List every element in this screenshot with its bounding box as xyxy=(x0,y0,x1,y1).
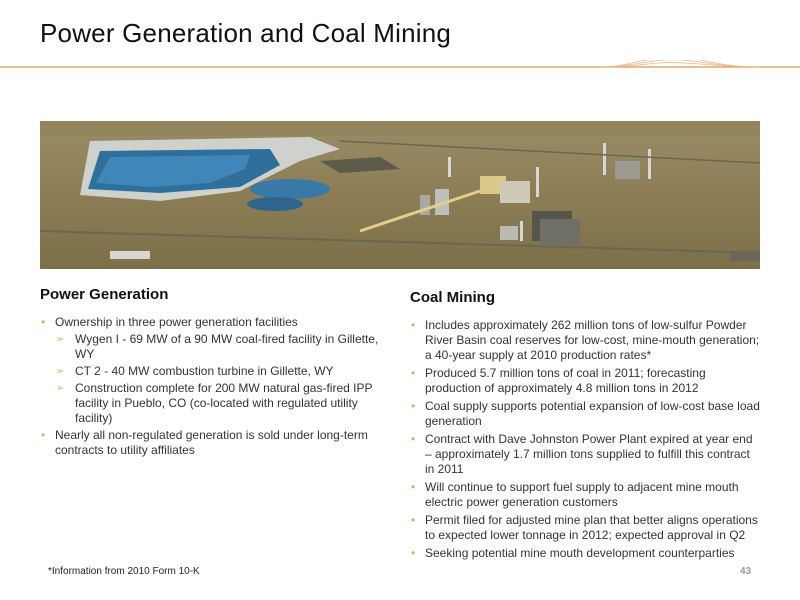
coal-mining-heading: Coal Mining xyxy=(410,289,495,306)
list-item: • Will continue to support fuel supply to adjacent mine mouth electric power generation customers xyxy=(410,480,760,510)
slide-title: Power Generation and Coal Mining xyxy=(40,18,452,48)
list-item: • Produced 5.7 million tons of coal in 2011; forecasting production of approximately 4.8 million tons in 2012 xyxy=(410,366,760,396)
list-item: • Contract with Dave Johnston Power Plant expired at year end – approximately 1.7 million tons supplied to fulfill this contract in 2011 xyxy=(410,432,760,477)
list-item: ➢ CT 2 - 40 MW combustion turbine in Gillette, WY xyxy=(40,364,390,379)
coal-mining-section xyxy=(410,289,760,564)
list-item: ➢ Wygen I - 69 MW of a 90 MW coal-fired facility in Gillette, WY xyxy=(40,332,390,362)
list-item: • Seeking potential mine mouth development counterparties xyxy=(410,546,760,561)
power-generation-list xyxy=(40,315,390,458)
wave-logo-icon xyxy=(600,60,760,67)
list-item: • Coal supply supports potential expansion of low-cost base load generation xyxy=(410,399,760,429)
footnote: *Information from 2010 Form 10-K xyxy=(48,566,200,577)
list-item: • Ownership in three power generation facilities xyxy=(40,315,390,330)
title-divider xyxy=(0,60,800,76)
page-number: 43 xyxy=(740,566,752,577)
power-generation-heading: Power Generation xyxy=(40,286,169,303)
list-item: ➢ Construction complete for 200 MW natural gas-fired IPP facility in Pueblo, CO (co-located with regulated utility facility) xyxy=(40,381,390,426)
power-generation-section xyxy=(40,286,390,460)
list-item: • Permit filed for adjusted mine plan that better aligns operations to expected lower tonnage in 2012; expected approval in Q2 xyxy=(410,513,760,543)
list-item: • Nearly all non-regulated generation is sold under long-term contracts to utility affiliates xyxy=(40,428,390,458)
coal-mining-list xyxy=(410,318,760,561)
list-item: • Includes approximately 262 million tons of low-sulfur Powder River Basin coal reserves for low-cost, mine-mouth generation; a 40-year supply at 2010 production rates* xyxy=(410,318,760,363)
power-plant-aerial-photo xyxy=(40,121,760,269)
